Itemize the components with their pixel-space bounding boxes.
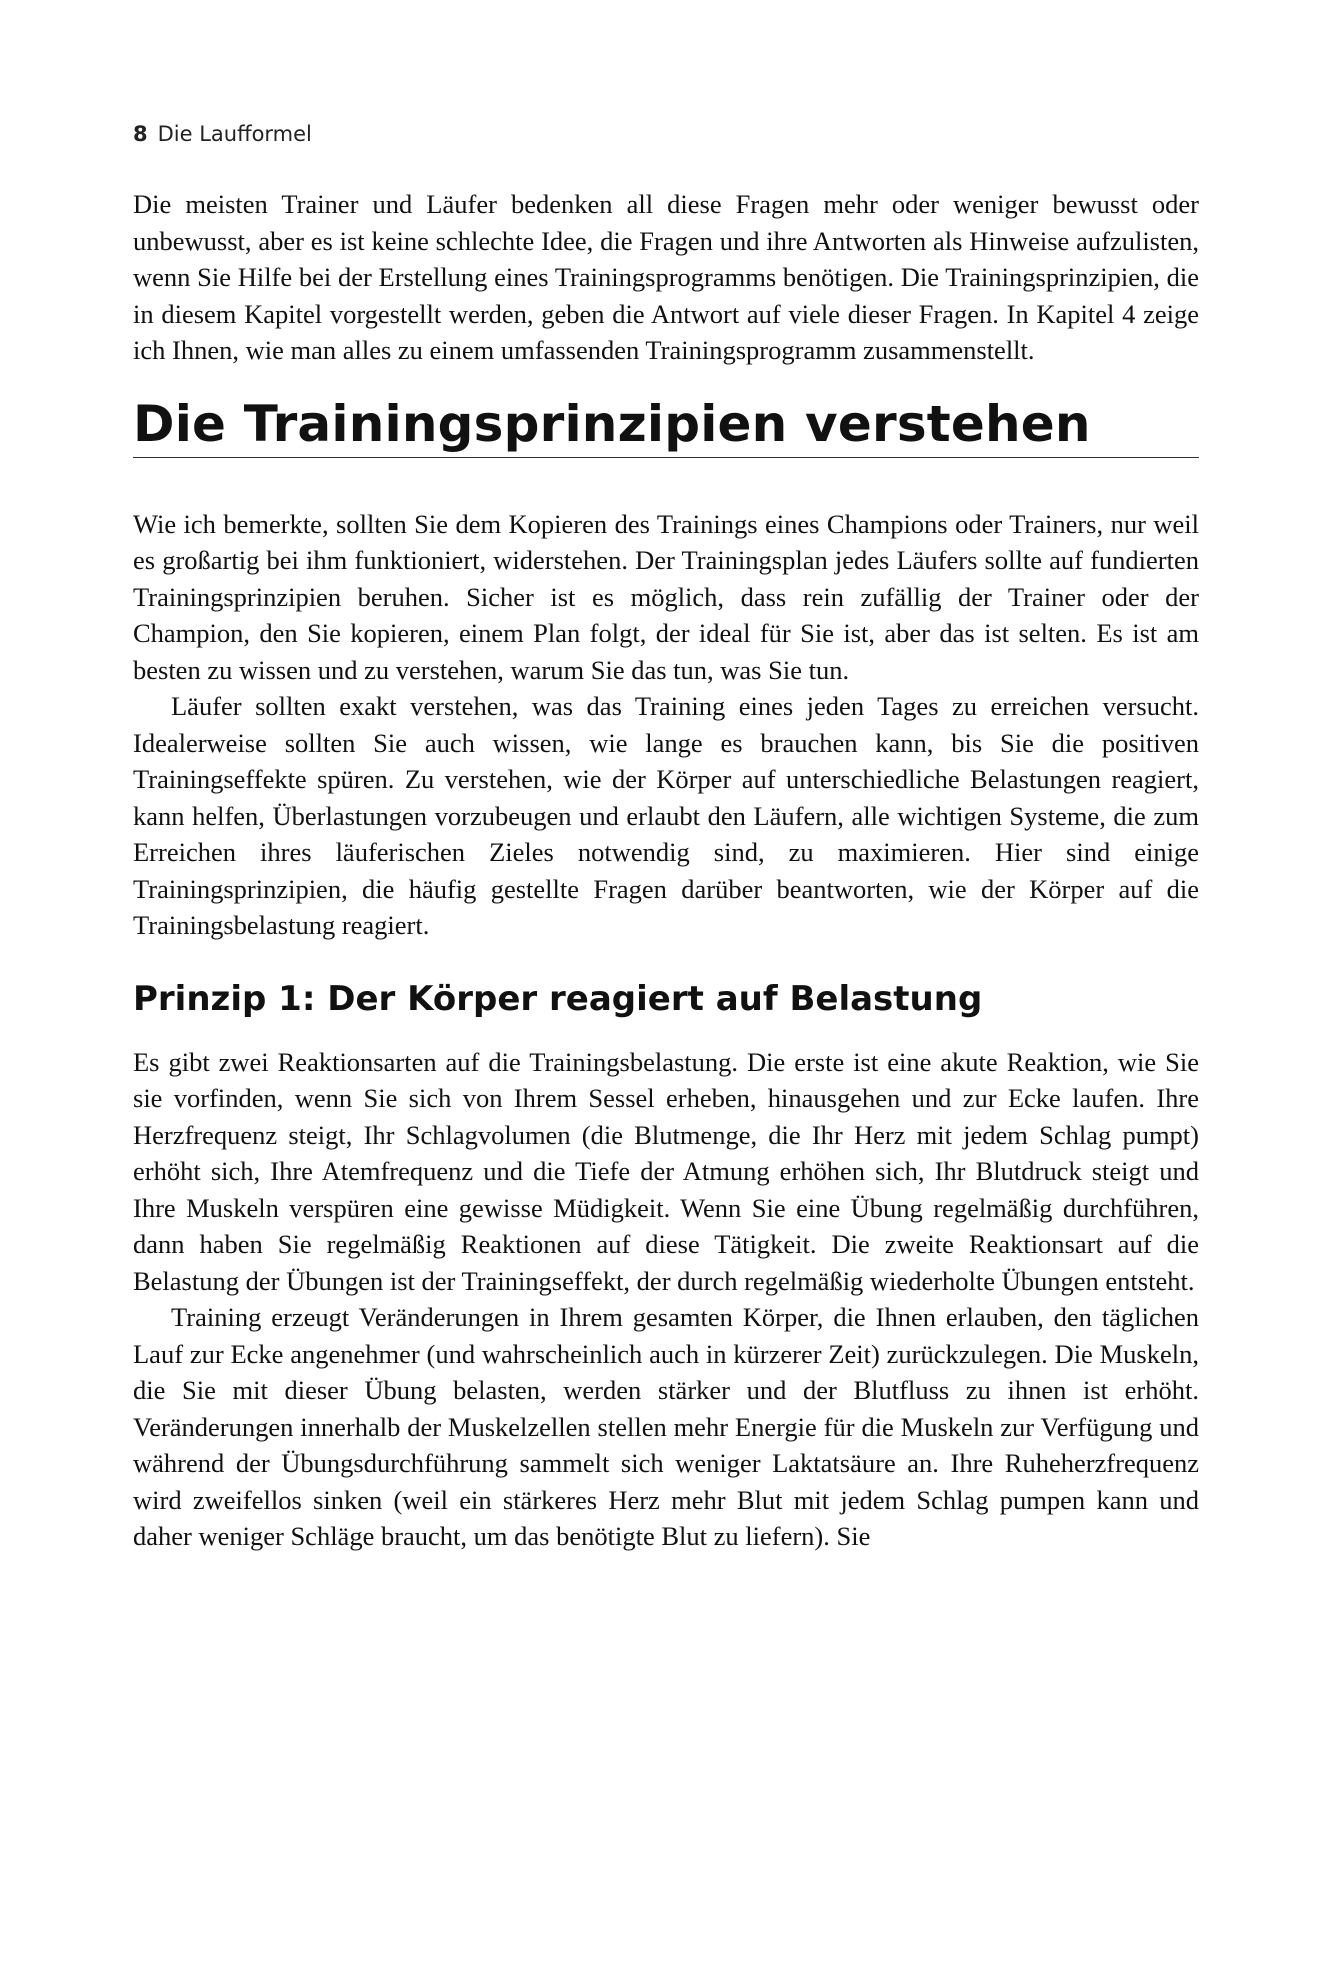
body-paragraph: Läufer sollten exakt verstehen, was das Training eines jeden Tages zu erreichen versucht. Idealerweise sollten Sie auch wissen, wie lange es brauchen kann, bis Sie die positiven Trainingseffekte spüren. Zu verstehen, wie der Körper auf unterschiedliche Belastungen reagiert, kann helfen, Überlastungen vorzubeugen und erlaubt den Läufern, alle wichtigen Systeme, die zum Erreichen ihres läuferischen Zieles notwendig sind, zu maximieren. Hier sind einige Trainingsprinzipien, die häufig gestellte Fragen darüber beantworten, wie der Körper auf die Trainingsbelastung reagiert. [133,691,1199,940]
running-title: Die Laufformel [157,122,312,146]
running-header [133,122,312,146]
body-paragraph: Es gibt zwei Reaktionsarten auf die Trainingsbelastung. Die erste ist eine akute Reaktion, wie Sie sie vorfinden, wenn Sie sich von Ihrem Sessel erheben, hinausgehen und zur Ecke laufen. Ihre Herzfrequenz steigt, Ihr Schlagvolumen (die Blutmenge, die Ihr Herz mit jedem Schlag pumpt) erhöht sich, Ihre Atemfrequenz und die Tiefe der Atmung erhöhen sich, Ihr Blutdruck steigt und Ihre Muskeln verspüren eine gewisse Müdigkeit. Wenn Sie eine Übung regelmäßig durchführen, dann haben Sie regelmäßig Reaktionen auf diese Tätigkeit. Die zweite Reaktionsart auf die Belastung der Übungen ist der Trainingseffekt, der durch regelmäßig wiederholte Übungen entsteht. [133,1046,1199,1296]
subsection-heading-prinzip-1: Prinzip 1: Der Körper reagiert auf Belastung [133,978,983,1019]
text-column [133,186,1199,1555]
page-number: 8 [133,122,148,146]
section-heading-trainingsprinzipien: Die Trainingsprinzipien verstehen [133,395,1199,458]
body-paragraph: Training erzeugt Veränderungen in Ihrem gesamten Körper, die Ihnen erlauben, den täglichen Lauf zur Ecke angenehmer (und wahrscheinlich auch in kürzerer Zeit) zurückzulegen. Die Muskeln, die Sie mit dieser Übung belasten, werden stärker und der Blutfluss zu ihnen ist erhöht. Veränderungen innerhalb der Muskelzellen stellen mehr Energie für die Muskeln zur Verfügung und während der Übungsdurchführung sammelt sich weniger Laktatsäure an. Ihre Ruheherzfrequenz wird zweifellos sinken (weil ein stärkeres Herz mehr Blut mit jedem Schlag pumpen kann und daher weniger Schläge braucht, um das benötigte Blut zu liefern). Sie [133,1302,1199,1551]
intro-paragraph: Die meisten Trainer und Läufer bedenken all diese Fragen mehr oder weniger bewusst oder unbewusst, aber es ist keine schlechte Idee, die Fragen und ihre Antworten als Hinweise aufzulisten, wenn Sie Hilfe bei der Erstellung eines Trainingsprogramms benötigen. Die Trainingsprinzipien, die in diesem Kapitel vorgestellt werden, geben die Antwort auf viele dieser Fragen. In Kapitel 4 zeige ich Ihnen, wie man alles zu einem umfassenden Trainingsprogramm zusammenstellt. [133,189,1199,365]
body-paragraph: Wie ich bemerkte, sollten Sie dem Kopieren des Trainings eines Champions oder Trainers, nur weil es großartig bei ihm funktioniert, widerstehen. Der Trainingsplan jedes Läufers sollte auf fundierten Trainingsprinzipien beruhen. Sicher ist es möglich, dass rein zufällig der Trainer oder der Champion, den Sie kopieren, einem Plan folgt, der ideal für Sie ist, aber das ist selten. Es ist am besten zu wissen und zu verstehen, warum Sie das tun, was Sie tun. [133,508,1199,685]
